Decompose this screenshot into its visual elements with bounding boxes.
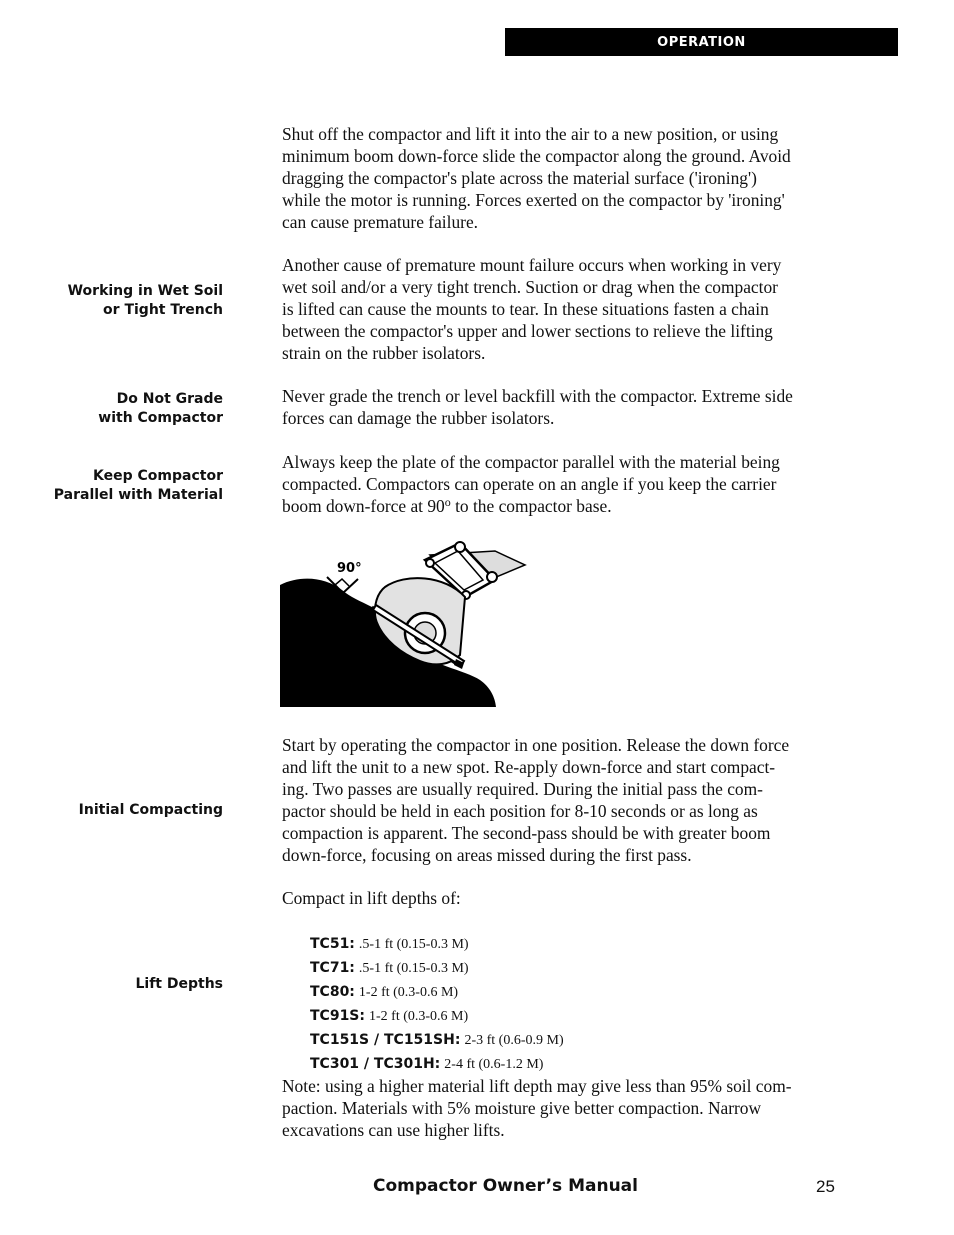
model-name: TC151S / TC151SH:: [310, 1032, 461, 1048]
text-fragment: to the compactor base.: [450, 496, 612, 516]
lift-depth-value: .5-1 ft (0.15-0.3 M): [358, 961, 469, 976]
paragraph-ironing: [282, 123, 842, 233]
angle-label: 90°: [337, 561, 362, 576]
section-header: [505, 28, 898, 56]
compactor-diagram: [280, 535, 530, 707]
paragraph-parallel: [282, 451, 842, 517]
text-line: excavations can use higher lifts.: [282, 1120, 505, 1140]
text-line: Compact in lift depths of:: [282, 888, 461, 908]
side-heading-initial: [79, 801, 223, 820]
paragraph-no-grade: [282, 385, 842, 429]
text-line: dragging the compactor's plate across the material surface ('ironing'): [282, 168, 757, 188]
side-heading-lift-depths: [135, 975, 223, 994]
footer-manual-title: Compactor Owner’s Manual: [373, 1176, 638, 1196]
text-line: paction. Materials with 5% moisture give better compaction. Narrow: [282, 1098, 762, 1118]
lift-depth-value: .5-1 ft (0.15-0.3 M): [358, 937, 469, 952]
text-line: Always keep the plate of the compactor parallel with the material being: [282, 452, 780, 472]
text-line: Shut off the compactor and lift it into the air to a new position, or using: [282, 124, 779, 144]
compactor-angle-illustration: [280, 535, 530, 707]
text-line: Never grade the trench or level backfill with the compactor. Extreme side: [282, 386, 793, 406]
side-heading-line: Do Not Grade: [116, 391, 223, 407]
side-heading-line: Parallel with Material: [53, 487, 223, 503]
text-line: down-force, focusing on areas missed during the first pass.: [282, 845, 692, 865]
list-item: [310, 980, 810, 1004]
text-line: between the compactor's upper and lower sections to relieve the lifting: [282, 321, 773, 341]
paragraph-lift-intro: [282, 887, 842, 909]
text-line: and lift the unit to a new spot. Re-apply down-force and start compact-: [282, 757, 776, 777]
side-heading-line: Lift Depths: [135, 976, 223, 992]
paragraph-note: [282, 1075, 842, 1141]
model-name: TC91S:: [310, 1008, 365, 1024]
list-item: [310, 1004, 810, 1028]
text-line: strain on the rubber isolators.: [282, 343, 486, 363]
text-line: minimum boom down-force slide the compactor along the ground. Avoid: [282, 146, 791, 166]
text-line: can cause premature failure.: [282, 212, 479, 232]
model-name: TC71:: [310, 960, 355, 976]
list-item: [310, 1052, 810, 1076]
text-line: pactor should be held in each position for 8-10 seconds or as long as: [282, 801, 758, 821]
model-name: TC301 / TC301H:: [310, 1056, 441, 1072]
text-line: ing. Two passes are usually required. During the initial pass the com-: [282, 779, 763, 799]
list-item: [310, 956, 810, 980]
text-line: Another cause of premature mount failure occurs when working in very: [282, 255, 782, 275]
lift-depth-value: 1-2 ft (0.3-0.6 M): [358, 985, 459, 1000]
list-item: [310, 932, 810, 956]
text-line: wet soil and/or a very tight trench. Suction or drag when the compactor: [282, 277, 778, 297]
lift-depth-value: 1-2 ft (0.3-0.6 M): [369, 1009, 469, 1024]
text-line: forces can damage the rubber isolators.: [282, 408, 555, 428]
side-heading-no-grade: [98, 390, 223, 428]
text-line: Start by operating the compactor in one position. Release the down force: [282, 735, 790, 755]
lift-depth-value: 2-3 ft (0.6-0.9 M): [464, 1033, 564, 1048]
degree-superscript: o: [444, 495, 451, 509]
side-heading-wet-soil: [68, 282, 223, 320]
text-line: compacted. Compactors can operate on an angle if you keep the carrier: [282, 474, 777, 494]
text-line: while the motor is running. Forces exerted on the compactor by 'ironing': [282, 190, 785, 210]
paragraph-wet-soil: [282, 254, 842, 364]
side-heading-line: Keep Compactor: [93, 468, 223, 484]
text-fragment: boom down-force at 90: [282, 496, 445, 516]
section-title: OPERATION: [657, 34, 746, 50]
text-line: compaction is apparent. The second-pass should be with greater boom: [282, 823, 771, 843]
side-heading-line: or Tight Trench: [103, 302, 223, 318]
lift-depth-list: [310, 932, 810, 1076]
model-name: TC51:: [310, 936, 355, 952]
page-number: 25: [816, 1177, 835, 1196]
text-line: is lifted can cause the mounts to tear. In these situations fasten a chain: [282, 299, 769, 319]
paragraph-initial-compacting: [282, 734, 842, 866]
list-item: [310, 1028, 810, 1052]
lift-depth-value: 2-4 ft (0.6-1.2 M): [444, 1057, 544, 1072]
text-line: Note: using a higher material lift depth may give less than 95% soil com-: [282, 1076, 792, 1096]
model-name: TC80:: [310, 984, 355, 1000]
side-heading-line: Initial Compacting: [78, 802, 223, 818]
side-heading-line: Working in Wet Soil: [67, 283, 223, 299]
side-heading-line: with Compactor: [98, 410, 223, 426]
side-heading-parallel: [54, 467, 223, 505]
text-line: [282, 495, 842, 517]
